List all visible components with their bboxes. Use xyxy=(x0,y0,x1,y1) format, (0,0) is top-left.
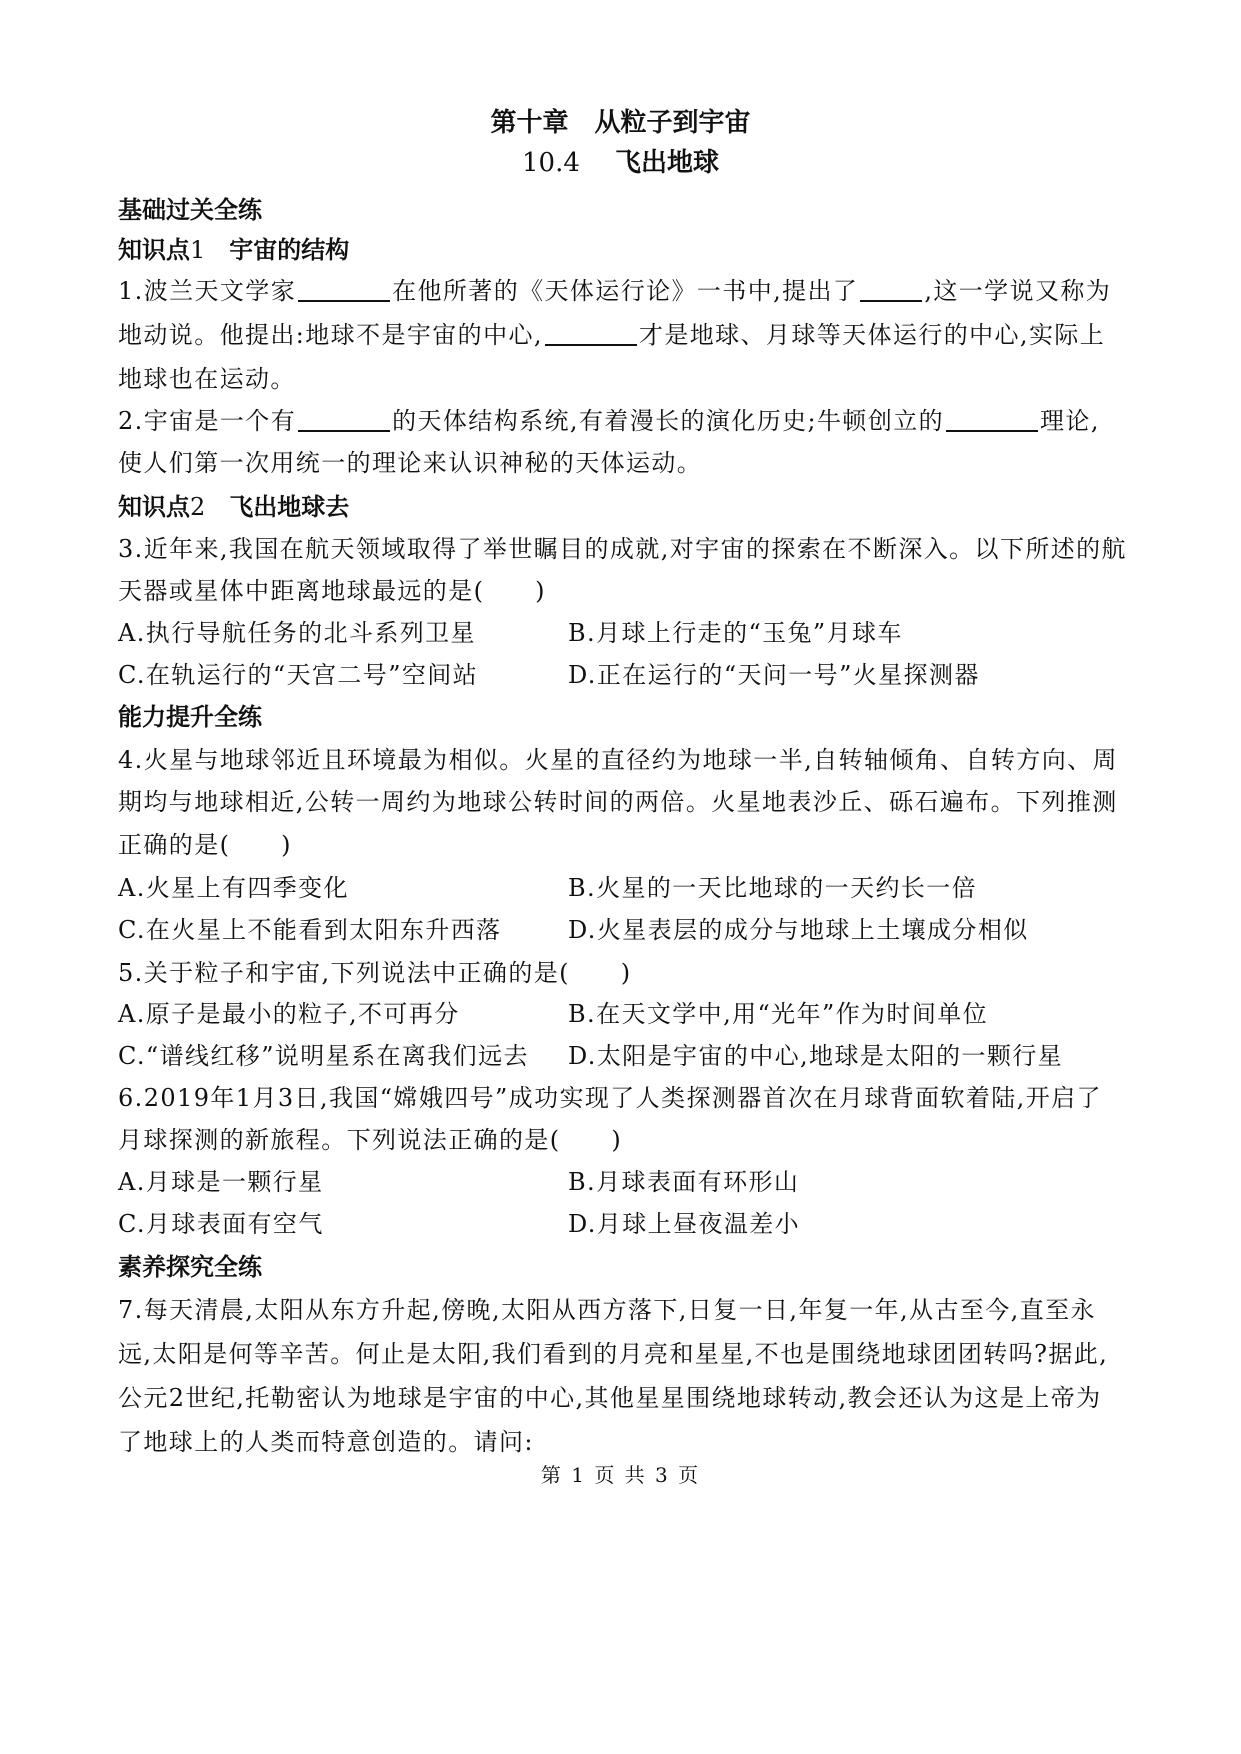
question-3-line-2: 天器或星体中距离地球最远的是( ) xyxy=(118,577,546,605)
question-7-line-2: 远,太阳是何等辛苦。何止是太阳,我们看到的月亮和星星,不也是围绕地球团团转吗?据此, xyxy=(118,1340,1109,1368)
section-name: 飞出地球 xyxy=(614,148,719,178)
question-1-line-3: 地球也在运动。 xyxy=(118,365,296,393)
q4-option-d: D.火星表层的成分与地球上土壤成分相似 xyxy=(568,916,1029,944)
answer-blank xyxy=(860,276,922,302)
q5-option-d: D.太阳是宇宙的中心,地球是太阳的一颗行星 xyxy=(568,1042,1064,1070)
answer-blank xyxy=(298,276,390,302)
q3-option-d: D.正在运行的“天问一号”火星探测器 xyxy=(568,661,980,689)
q2-text: 的天体结构系统,有着漫长的演化历史;牛顿创立的 xyxy=(392,407,945,435)
chapter-title-text: 第十章 从粒子到宇宙 xyxy=(490,108,751,138)
section-heading-literacy: 素养探究全练 xyxy=(118,1253,262,1281)
q4-option-c: C.在火星上不能看到太阳东升西落 xyxy=(118,916,502,944)
q4-option-b: B.火星的一天比地球的一天约长一倍 xyxy=(568,874,978,902)
answer-blank xyxy=(946,406,1038,432)
knowledge-point-label: 知识点 xyxy=(118,236,190,264)
section-number: 10.4 xyxy=(522,148,580,178)
question-4-line-1: 4.火星与地球邻近且环境最为相似。火星的直径约为地球一半,自转轴倾角、自转方向、周 xyxy=(118,746,1118,774)
question-4-line-3: 正确的是( ) xyxy=(118,831,292,859)
question-1-line-2 xyxy=(118,318,1128,352)
q6-option-a: A.月球是一颗行星 xyxy=(118,1168,324,1196)
question-4-line-2: 期均与地球相近,公转一周约为地球公转时间的两倍。火星地表沙丘、砾石遍布。下列推测 xyxy=(118,788,1118,816)
page-footer: 第 1 页 共 3 页 xyxy=(540,1463,701,1487)
question-1-line-1 xyxy=(118,274,1128,308)
knowledge-point-1 xyxy=(118,233,349,267)
question-2-line-2: 使人们第一次用统一的理论来认识神秘的天体运动。 xyxy=(118,449,703,477)
q2-text: 2.宇宙是一个有 xyxy=(118,407,297,435)
q6-option-c: C.月球表面有空气 xyxy=(118,1210,324,1238)
question-3-line-1: 3.近年来,我国在航天领域取得了举世瞩目的成就,对宇宙的探索在不断深入。以下所述的航 xyxy=(118,535,1127,563)
q6-option-d: D.月球上昼夜温差小 xyxy=(568,1210,801,1238)
q1-text: 才是地球、月球等天体运行的中心,实际上 xyxy=(638,321,1106,349)
q1-text: 地动说。他提出:地球不是宇宙的中心, xyxy=(118,321,543,349)
q5-option-c: C.“谱线红移”说明星系在离我们远去 xyxy=(118,1042,529,1070)
question-7-line-3: 公元2世纪,托勒密认为地球是宇宙的中心,其他星星围绕地球转动,教会还认为这是上帝为 xyxy=(118,1384,1102,1412)
q6-option-b: B.月球表面有环形山 xyxy=(568,1168,800,1196)
section-title xyxy=(0,146,1241,180)
q1-text: ,这一学说又称为 xyxy=(924,277,1112,305)
section-heading-basic: 基础过关全练 xyxy=(118,196,262,224)
question-5-line-1: 5.关于粒子和宇宙,下列说法中正确的是( ) xyxy=(118,959,632,987)
q3-option-a: A.执行导航任务的北斗系列卫星 xyxy=(118,619,476,647)
knowledge-point-number: 1 xyxy=(190,236,206,264)
q5-option-b: B.在天文学中,用“光年”作为时间单位 xyxy=(568,1000,989,1028)
chapter-title xyxy=(0,106,1241,140)
question-2-line-1 xyxy=(118,404,1128,438)
q4-option-a: A.火星上有四季变化 xyxy=(118,874,349,902)
q3-option-c: C.在轨运行的“天宫二号”空间站 xyxy=(118,661,479,689)
q5-option-a: A.原子是最小的粒子,不可再分 xyxy=(118,1000,460,1028)
answer-blank xyxy=(545,320,637,346)
q3-option-b: B.月球上行走的“玉兔”月球车 xyxy=(568,619,903,647)
question-6-line-2: 月球探测的新旅程。下列说法正确的是( ) xyxy=(118,1126,623,1154)
q1-text: 1.波兰天文学家 xyxy=(118,277,297,305)
question-7-line-1: 7.每天清晨,太阳从东方升起,傍晚,太阳从西方落下,日复一日,年复一年,从古至今,直至永 xyxy=(118,1296,1096,1324)
knowledge-point-title: 宇宙的结构 xyxy=(229,236,350,264)
question-6-line-1: 6.2019年1月3日,我国“嫦娥四号”成功实现了人类探测器首次在月球背面软着陆,开启了 xyxy=(118,1084,1102,1112)
q1-text: 在他所著的《天体运行论》一书中,提出了 xyxy=(392,277,859,305)
question-7-line-4: 了地球上的人类而特意创造的。请问: xyxy=(118,1428,534,1456)
knowledge-point-2 xyxy=(118,490,349,524)
answer-blank xyxy=(298,406,390,432)
knowledge-point-title: 飞出地球去 xyxy=(229,493,350,521)
knowledge-point-label: 知识点 xyxy=(118,493,190,521)
q2-text: 理论, xyxy=(1040,407,1100,435)
knowledge-point-number: 2 xyxy=(190,493,206,521)
section-heading-ability: 能力提升全练 xyxy=(118,703,262,731)
